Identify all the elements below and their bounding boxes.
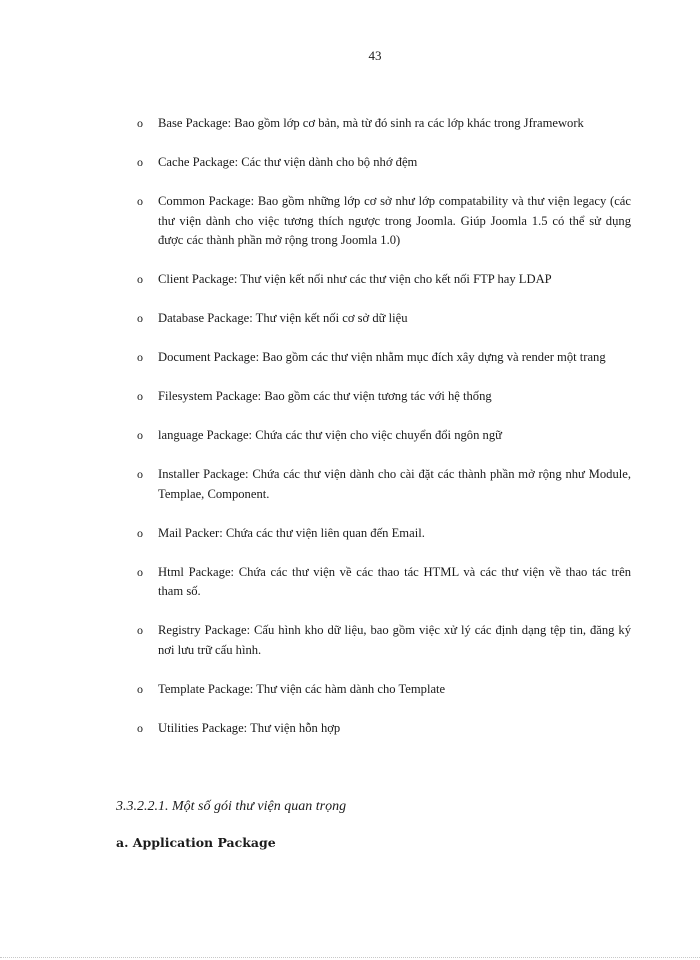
list-item-text: Registry Package: Cấu hình kho dữ liệu, bao gồm việc xử lý các định dạng tệp tin, đăng ký nơi lưu trữ cấu hình. — [158, 623, 631, 657]
section-heading: 3.3.2.2.1. Một số gói thư viện quan trọng — [116, 799, 347, 814]
list-item — [137, 114, 631, 134]
bullet-icon: o — [137, 467, 143, 481]
bullet-icon: o — [137, 272, 143, 286]
list-item-text: Installer Package: Chứa các thư viện dành cho cài đặt các thành phần mở rộng như Module, Templae, Component. — [158, 467, 631, 501]
bullet-icon: o — [137, 525, 143, 540]
list-item — [137, 680, 631, 700]
list-item — [137, 387, 631, 407]
bullet-icon: o — [137, 681, 143, 696]
bullet-icon: o — [137, 389, 143, 403]
list-item-text: Client Package: Thư viện kết nối như các thư viện cho kết nối FTP hay LDAP — [158, 272, 552, 286]
bullet-icon: o — [137, 720, 143, 735]
list-item-text: Mail Packer: Chứa các thư viện liên quan đến Email. — [158, 525, 425, 540]
list-item-text: Common Package: Bao gồm những lớp cơ sở như lớp compatability và thư viện legacy (các thư viện dành cho việc tương thích ngược trong Joomla. Giúp Joomla 1.5 có thể sử dụng được các thành phần mở rộng trong Joomla 1.0) — [158, 194, 631, 247]
list-item-text: Filesystem Package: Bao gồm các thư viện tương tác với hệ thống — [158, 389, 492, 403]
list-item — [137, 192, 631, 251]
bullet-icon: o — [137, 194, 143, 208]
list-item — [137, 719, 631, 739]
list-item — [137, 348, 631, 368]
list-item — [137, 309, 631, 329]
list-item-text: Utilities Package: Thư viện hỗn hợp — [158, 720, 341, 735]
list-item-text: Cache Package: Các thư viện dành cho bộ nhớ đệm — [158, 155, 418, 169]
bullet-icon: o — [137, 564, 143, 579]
bullet-icon: o — [137, 350, 143, 364]
list-item — [137, 153, 631, 173]
list-item-text: Template Package: Thư viện các hàm dành cho Template — [158, 681, 446, 696]
package-list — [137, 114, 631, 758]
list-item — [137, 426, 631, 446]
list-item — [137, 270, 631, 290]
bullet-icon: o — [137, 155, 143, 169]
list-item-text: Html Package: Chứa các thư viện về các thao tác HTML và các thư viện về thao tác trên tham số. — [158, 564, 631, 598]
page-number: 43 — [368, 48, 382, 63]
list-item-text: Document Package: Bao gồm các thư viện nhằm mục đích xây dựng và render một trang — [158, 350, 606, 364]
page-bottom-divider — [0, 957, 700, 958]
bullet-icon: o — [137, 116, 143, 130]
list-item-text: Database Package: Thư viện kết nối cơ sở dữ liệu — [158, 311, 408, 325]
list-item — [137, 524, 631, 544]
list-item — [137, 563, 631, 602]
list-item — [137, 621, 631, 660]
list-item-text: Base Package: Bao gồm lớp cơ bản, mà từ đó sinh ra các lớp khác trong Jframework — [158, 116, 584, 130]
bullet-icon: o — [137, 428, 143, 442]
list-item-text: language Package: Chứa các thư viện cho việc chuyển đổi ngôn ngữ — [158, 428, 502, 442]
list-item — [137, 465, 631, 504]
bullet-icon: o — [137, 623, 143, 637]
sub-heading: a. Application Package — [116, 835, 276, 850]
bullet-icon: o — [137, 311, 143, 325]
